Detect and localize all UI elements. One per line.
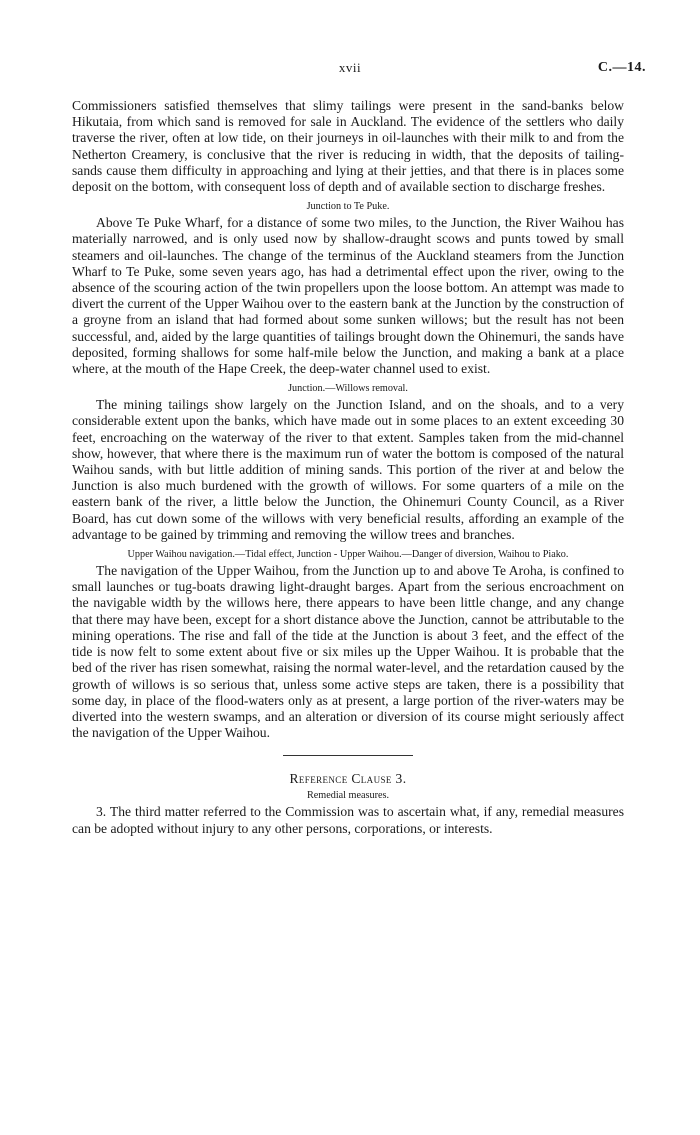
document-reference: C.—14. [597, 60, 646, 75]
section-divider [283, 755, 413, 756]
paragraph-junction-to-te-puke: Above Te Puke Wharf, for a distance of some two miles, to the Junction, the River Waihou has materially narrowed, and is only used now by shallow-draught scows and punts towed by small steamers and oil-launches. The change of the terminus of the Auckland steamers from the Junction Wharf to Te Puke, some seven years ago, has had a detrimental effect upon the river, owing to the absence of the scouring action of the twin propellers upon the loose bottom. An attempt was made to divert the current of the Upper Waihou over to the eastern bank at the Junction by the construction of a groyne from an island that had formed about some sunken willows; but the result has not been successful, and, aided by the large quantities of tailings brought down the Ohinemuri, the sands have deposited, forming shallows for some half-mile below the Junction, and making a bank at a place where, at the mouth of the Hape Creek, the deep-water channel used to exist. [72, 215, 624, 377]
page-number: xvii [338, 60, 362, 75]
paragraph-continuation: Commissioners satisfied themselves that slimy tailings were present in the sand-banks below Hikutaia, from which sand is removed for sale in Auckland. The evidence of the settlers who daily traverse the river, often at low tide, on their journeys in oil-launches with their milk to and from the Netherton Creamery, is conclusive that the river is reducing in width, that the deposits of tailing-sands cause them difficulty in approaching and lying at their jetties, and that there is in places some deposit on the bottom, with consequent loss of depth and of available section to discharge freshes. [72, 98, 624, 195]
body-text [72, 98, 624, 837]
reference-clause-subtitle: Remedial measures. [306, 790, 390, 802]
section-heading-upper-waihou-navigation: Upper Waihou navigation.—Tidal effect, Junction - Upper Waihou.—Danger of diversion, Waihou to Piako. [127, 549, 569, 561]
paragraph-upper-waihou-navigation: The navigation of the Upper Waihou, from the Junction up to and above Te Aroha, is confined to small launches or tug-boats drawing light-draught barges. Apart from the serious encroachment on the navigable width by the willows here, there appears to have been little change, and any change that there may have been, except for a short distance above the Junction, cannot be attributable to the mining operations. The rise and fall of the tide at the Junction is about 3 feet, and the effect of the tide is now felt to some extent about five or six miles up the Upper Waihou. It is probable that the bed of the river has risen somewhat, raising the normal water-level, and the retardation caused by the growth of willows is so serious that, unless some active steps are taken, there is a possibility that some day, in place of the flood-waters only as at present, a large portion of the river-waters may be diverted into the western swamps, and an alteration or diversion of its course might seriously affect the navigation of the Upper Waihou. [72, 563, 624, 741]
section-heading-willows-removal: Junction.—Willows removal. [288, 383, 408, 395]
page-header [0, 60, 700, 82]
reference-clause-title: Reference Clause 3. [289, 771, 407, 787]
section-heading-junction-to-te-puke: Junction to Te Puke. [306, 201, 390, 213]
paragraph-willows-removal: The mining tailings show largely on the Junction Island, and on the shoals, and to a very considerable extent upon the banks, which have made out in some places to an extent exceeding 30 feet, encroaching on the waterway of the river to that extent. Samples taken from the mid-channel show, however, that where there is the maximum run of water the bottom is composed of the natural Waihou sands, with but little addition of mining sands. This portion of the river at and below the Junction is also much burdened with the growth of willows. For some quarters of a mile on the eastern bank of the river, a little below the Junction, the Ohinemuri County Council, as a River Board, has cut down some of the willows with very beneficial results, affording an example of the advantage to be gained by trimming and removing the willow trees and branches. [72, 397, 624, 542]
paragraph-remedial-measures: 3. The third matter referred to the Commission was to ascertain what, if any, remedial measures can be adopted without injury to any other persons, corporations, or interests. [72, 804, 624, 836]
